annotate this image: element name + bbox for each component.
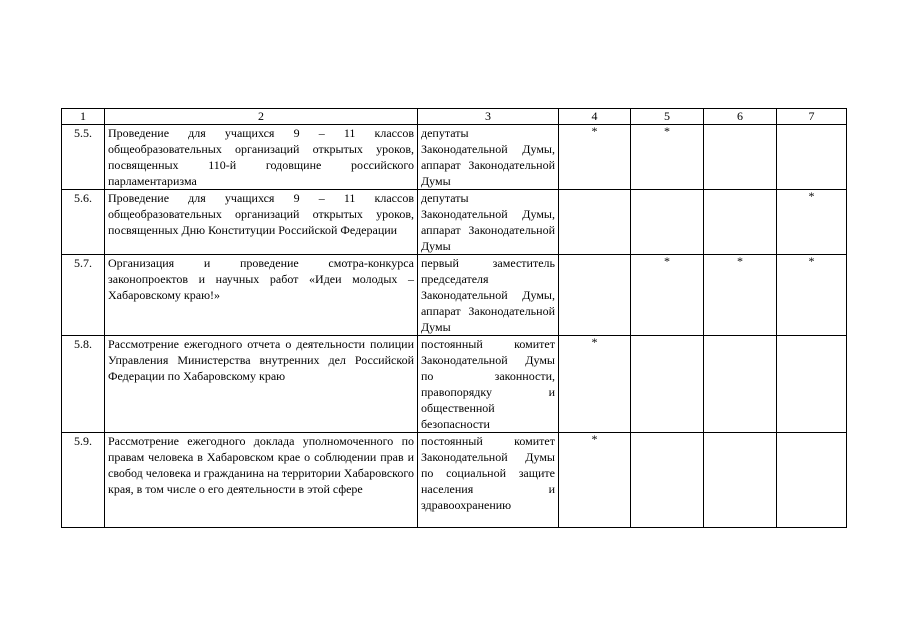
mark-col-5	[631, 433, 704, 528]
event-executor: постоянный комитет Законодательной Думы по социальной защите населения и здравоохранению	[418, 433, 559, 528]
table-header-row	[62, 109, 847, 125]
mark-col-5	[631, 336, 704, 433]
mark-col-4: *	[559, 336, 631, 433]
mark-col-6	[704, 433, 777, 528]
mark-col-6: *	[704, 255, 777, 336]
column-header: 3	[418, 109, 559, 125]
mark-col-5: *	[631, 255, 704, 336]
event-name: Рассмотрение ежегодного отчета о деятельности полиции Управления Министерства внутренних дел Российской Федерации по Хабаровскому краю	[105, 336, 418, 433]
table-row	[62, 336, 847, 433]
event-name: Организация и проведение смотра-конкурса законопроектов и научных работ «Идеи молодых – Хабаровскому краю!»	[105, 255, 418, 336]
event-executor: депутаты Законодательной Думы, аппарат Законодательной Думы	[418, 190, 559, 255]
mark-col-7	[777, 125, 847, 190]
mark-col-6	[704, 190, 777, 255]
column-header: 1	[62, 109, 105, 125]
plan-table	[61, 108, 847, 528]
column-header: 4	[559, 109, 631, 125]
mark-col-5: *	[631, 125, 704, 190]
mark-col-5	[631, 190, 704, 255]
event-name: Проведение для учащихся 9 – 11 классов общеобразовательных организаций открытых уроков, посвященных Дню Конституции Российской Федерации	[105, 190, 418, 255]
event-name: Проведение для учащихся 9 – 11 классов общеобразовательных организаций открытых уроков, посвященных 110-й годовщине российского парламентаризма	[105, 125, 418, 190]
event-executor: постоянный комитет Законодательной Думы по законности, правопорядку и общественной безопасности	[418, 336, 559, 433]
column-header: 2	[105, 109, 418, 125]
mark-col-6	[704, 336, 777, 433]
row-number: 5.7.	[62, 255, 105, 336]
column-header: 5	[631, 109, 704, 125]
event-executor: депутаты Законодательной Думы, аппарат Законодательной Думы	[418, 125, 559, 190]
mark-col-7: *	[777, 190, 847, 255]
mark-col-4	[559, 190, 631, 255]
mark-col-7	[777, 336, 847, 433]
column-header: 6	[704, 109, 777, 125]
row-number: 5.6.	[62, 190, 105, 255]
mark-col-7: *	[777, 255, 847, 336]
table-row	[62, 190, 847, 255]
row-number: 5.8.	[62, 336, 105, 433]
row-number: 5.5.	[62, 125, 105, 190]
mark-col-4	[559, 255, 631, 336]
event-executor: первый заместитель председателя Законодательной Думы, аппарат Законодательной Думы	[418, 255, 559, 336]
mark-col-4: *	[559, 433, 631, 528]
table-row	[62, 433, 847, 528]
table-row	[62, 255, 847, 336]
mark-col-4: *	[559, 125, 631, 190]
table-row	[62, 125, 847, 190]
event-name: Рассмотрение ежегодного доклада уполномоченного по правам человека в Хабаровском крае о соблюдении прав и свобод человека и гражданина на территории Хабаровского края, в том числе о его деятельности в этой сфере	[105, 433, 418, 528]
mark-col-7	[777, 433, 847, 528]
row-number: 5.9.	[62, 433, 105, 528]
mark-col-6	[704, 125, 777, 190]
column-header: 7	[777, 109, 847, 125]
